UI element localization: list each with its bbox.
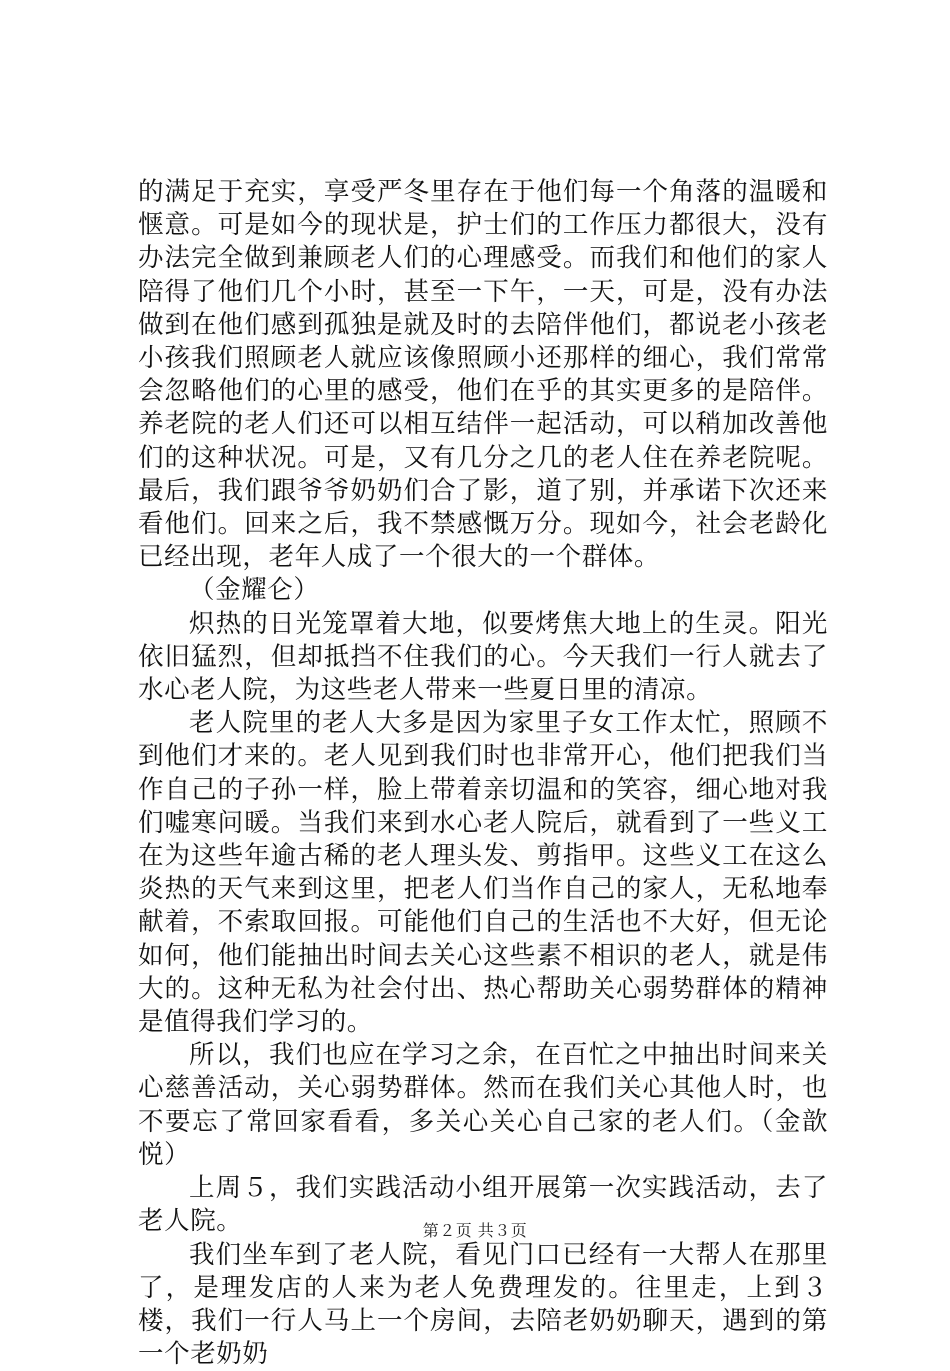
paragraph-2-author: （金耀仑） — [138, 574, 828, 607]
paragraph-6: 上周５，我们实践活动小组开展第一次实践活动，去了老人院。 — [138, 1172, 828, 1238]
page-footer: 第２页 共３页 — [0, 1218, 950, 1241]
paragraph-7: 我们坐车到了老人院，看见门口已经有一大帮人在那里了，是理发店的人来为老人免费理发的。往里走，上到３楼，我们一行人马上一个房间，去陪老奶奶聊天，遇到的第一个老奶奶 — [138, 1239, 828, 1371]
paragraph-1: 的满足于充实，享受严冬里存在于他们每一个角落的温暖和惬意。可是如今的现状是，护士们的工作压力都很大，没有办法完全做到兼顾老人们的心理感受。而我们和他们的家人陪得了他们几个小时，甚至一下午，一天，可是，没有办法做到在他们感到孤独是就及时的去陪伴他们，都说老小孩老小孩我们照顾老人就应该像照顾小还那样的细心，我们常常会忽略他们的心里的感受，他们在乎的其实更多的是陪伴。养老院的老人们还可以相互结伴一起活动，可以稍加改善他们的这种状况。可是，又有几分之几的老人住在养老院呢。最后，我们跟爷爷奶奶们合了影，道了别，并承诺下次还来看他们。回来之后，我不禁感慨万分。现如今，社会老龄化已经出现，老年人成了一个很大的一个群体。 — [138, 176, 828, 574]
document-body — [138, 176, 828, 1371]
paragraph-5: 所以，我们也应在学习之余，在百忙之中抽出时间来关心慈善活动，关心弱势群体。然而在我们关心其他人时，也不要忘了常回家看看，多关心关心自己家的老人们。（金歆悦） — [138, 1039, 828, 1172]
paragraph-3: 炽热的日光笼罩着大地，似要烤焦大地上的生灵。阳光依旧猛烈，但却抵挡不住我们的心。今天我们一行人就去了水心老人院，为这些老人带来一些夏日里的清凉。 — [138, 608, 828, 708]
paragraph-4: 老人院里的老人大多是因为家里子女工作太忙，照顾不到他们才来的。老人见到我们时也非常开心，他们把我们当作自己的子孙一样，脸上带着亲切温和的笑容，细心地对我们嘘寒问暖。当我们来到水心老人院后，就看到了一些义工在为这些年逾古稀的老人理头发、剪指甲。这些义工在这么炎热的天气来到这里，把老人们当作自己的家人，无私地奉献着，不索取回报。可能他们自己的生活也不大好，但无论如何，他们能抽出时间去关心这些素不相识的老人，就是伟大的。这种无私为社会付出、热心帮助关心弱势群体的精神是值得我们学习的。 — [138, 707, 828, 1039]
